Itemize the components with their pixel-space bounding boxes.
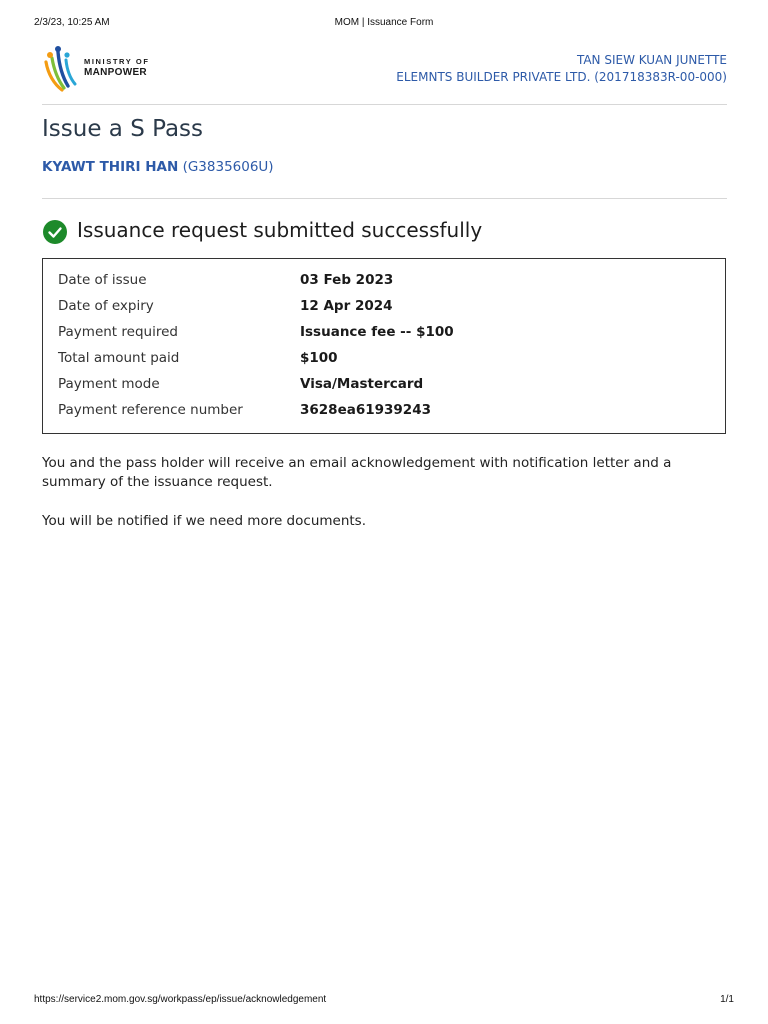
detail-label: Date of expiry <box>58 298 154 314</box>
user-name[interactable]: TAN SIEW KUAN JUNETTE <box>576 53 727 67</box>
print-header <box>34 17 734 31</box>
pass-holder <box>42 159 274 175</box>
logo-wordmark <box>84 56 150 78</box>
user-info <box>396 52 727 86</box>
holder-id: (G3835606U) <box>182 159 274 175</box>
issuance-details <box>42 258 726 434</box>
detail-row-payment-mode <box>58 376 715 396</box>
detail-label: Payment mode <box>58 376 160 392</box>
detail-value: 3628ea61939243 <box>300 402 431 418</box>
detail-row-payment-reference <box>58 402 715 422</box>
logo-line1: MINISTRY OF <box>84 57 150 66</box>
page-title: Issue a S Pass <box>42 116 203 142</box>
detail-label: Total amount paid <box>58 350 180 366</box>
detail-row-date-of-issue <box>58 272 715 292</box>
acknowledgement-note: You and the pass holder will receive an email acknowledgement with notification letter and a summary of the issuance request. <box>42 455 672 490</box>
detail-row-date-of-expiry <box>58 298 715 318</box>
holder-name: KYAWT THIRI HAN <box>42 159 179 175</box>
detail-row-payment-required <box>58 324 715 344</box>
mom-logo-icon <box>42 44 82 96</box>
detail-label: Payment reference number <box>58 402 243 418</box>
detail-value: Issuance fee -- $100 <box>300 324 454 340</box>
detail-row-total-amount-paid <box>58 350 715 370</box>
print-url: https://service2.mom.gov.sg/workpass/ep/issue/acknowledgement <box>34 994 327 1005</box>
detail-label: Payment required <box>58 324 178 340</box>
detail-value: 12 Apr 2024 <box>300 298 393 314</box>
print-page-title: MOM | Issuance Form <box>334 17 434 28</box>
logo-line2: MANPOWER <box>84 67 147 78</box>
detail-value: $100 <box>300 350 338 366</box>
success-message: Issuance request submitted successfully <box>77 218 483 242</box>
detail-value: 03 Feb 2023 <box>300 272 394 288</box>
site-header <box>42 44 727 100</box>
documents-note: You will be notified if we need more documents. <box>42 513 366 529</box>
print-footer <box>34 994 734 1008</box>
print-page-number: 1/1 <box>720 994 734 1005</box>
mom-logo[interactable] <box>42 44 152 96</box>
header-divider <box>42 104 727 105</box>
section-divider <box>42 198 727 199</box>
check-circle-icon <box>43 220 67 244</box>
detail-value: Visa/Mastercard <box>300 376 424 392</box>
detail-label: Date of issue <box>58 272 147 288</box>
user-company[interactable]: ELEMNTS BUILDER PRIVATE LTD. (201718383R-00-000) <box>396 70 727 84</box>
print-datetime: 2/3/23, 10:25 AM <box>34 17 110 28</box>
